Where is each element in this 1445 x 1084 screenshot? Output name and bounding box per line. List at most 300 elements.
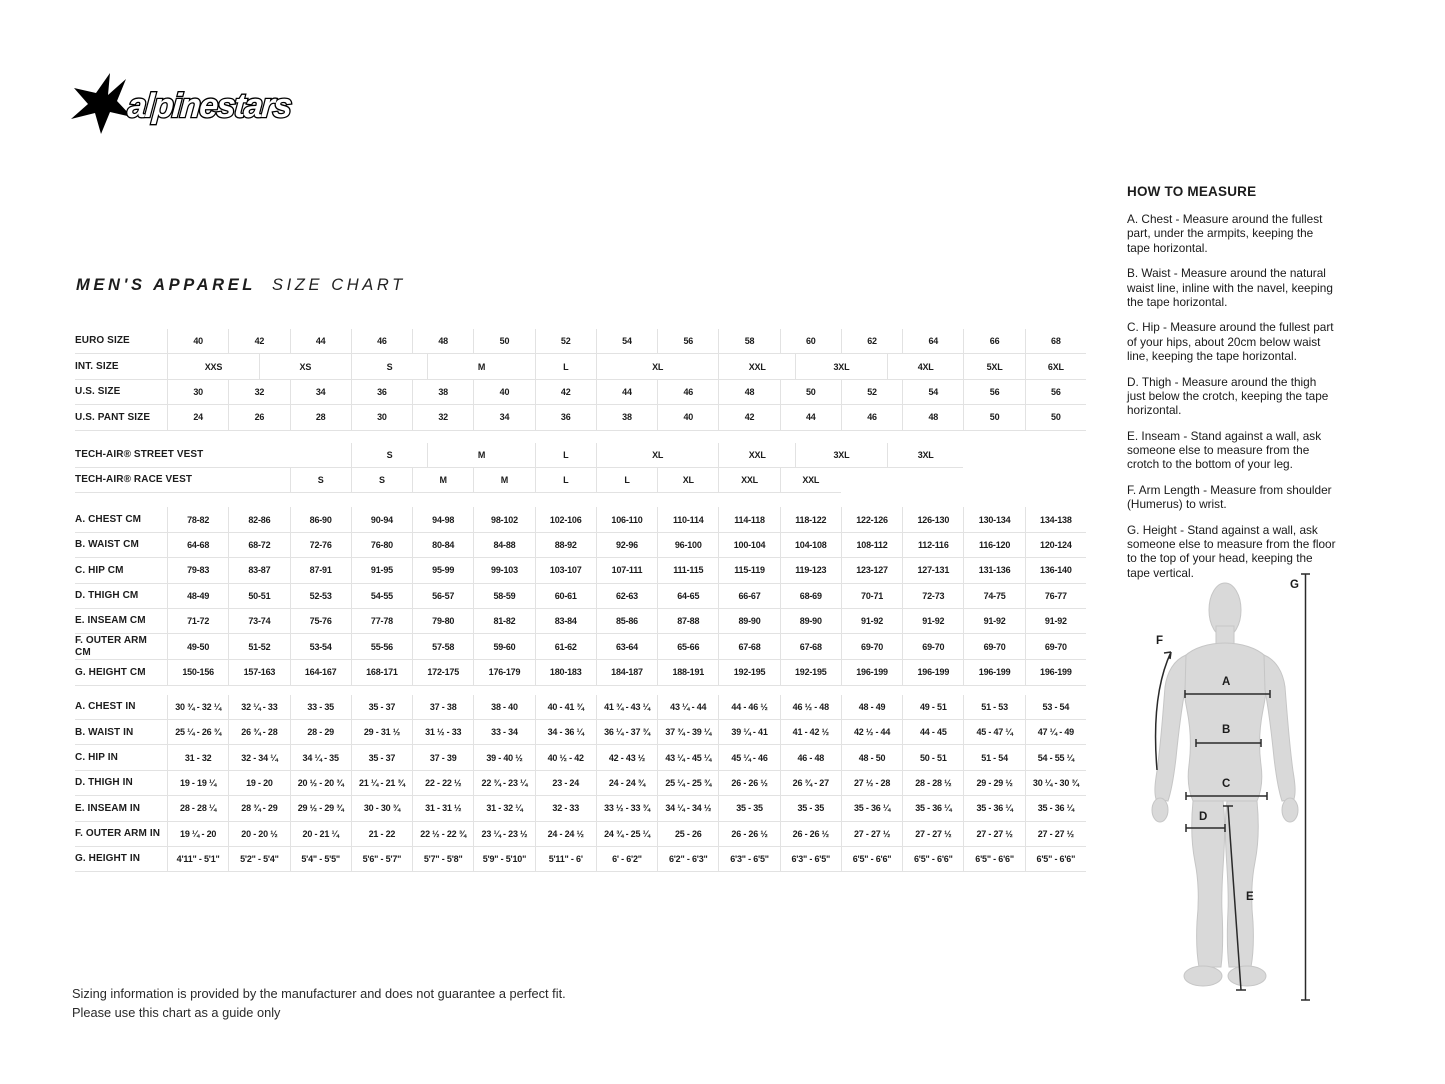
size-cell [167, 468, 290, 493]
size-cell: 3XL [795, 443, 887, 468]
table-row [75, 695, 1086, 720]
size-cell: 78-82 [167, 507, 228, 532]
size-cell: 65-66 [657, 634, 718, 660]
measure-instruction-chest: A. Chest - Measure around the fullest part, under the armpits, keeping the tape horizontal. [1127, 212, 1323, 255]
size-cell: 51-52 [228, 634, 289, 660]
size-cell: 28 ¾ - 29 [228, 796, 289, 821]
size-cell: 29 - 29 ½ [963, 771, 1024, 796]
size-cell: 56 [963, 380, 1024, 405]
label-hip: C [1222, 778, 1231, 790]
size-cell: 31 - 32 ¼ [473, 796, 534, 821]
size-cell: 66-67 [718, 584, 779, 609]
table-row [75, 609, 1086, 634]
size-cell: 83-84 [535, 609, 596, 634]
row-label: A. CHEST IN [75, 695, 167, 720]
logo-brand-text: alpinestars [126, 87, 292, 125]
size-cell: 172-175 [412, 660, 473, 685]
size-cell: 52-53 [290, 584, 351, 609]
size-cell: 6'3" - 6'5" [780, 847, 841, 872]
size-cell: 26 - 26 ½ [718, 822, 779, 847]
table-row [75, 771, 1086, 796]
size-cell: 45 ¼ - 46 [718, 745, 779, 770]
size-cell: 33 - 35 [290, 695, 351, 720]
size-cell: 116-120 [963, 533, 1024, 558]
row-label: TECH-AIR® STREET VEST [75, 443, 167, 468]
size-cell: 19 - 20 [228, 771, 289, 796]
size-cell: 35 - 37 [351, 745, 412, 770]
table-row [75, 796, 1086, 821]
size-cell: 35 - 36 ¼ [841, 796, 902, 821]
size-cell: 68-69 [780, 584, 841, 609]
size-cell: 27 - 27 ½ [841, 822, 902, 847]
size-cell: L [535, 443, 596, 468]
size-cell: 52 [535, 329, 596, 354]
size-cell: 44 [596, 380, 657, 405]
size-cell: 5'9" - 5'10" [473, 847, 534, 872]
size-cell: 100-104 [718, 533, 779, 558]
size-cell: 31 - 32 [167, 745, 228, 770]
page-title-secondary: SIZE CHART [271, 276, 406, 294]
size-cell: 85-86 [596, 609, 657, 634]
size-cell: 64-65 [657, 584, 718, 609]
size-cell: 69-70 [1025, 634, 1086, 660]
size-cell: XS [259, 354, 351, 379]
size-cell: 58 [718, 329, 779, 354]
size-cell: 33 ½ - 33 ¾ [596, 796, 657, 821]
label-thigh: D [1199, 811, 1208, 823]
size-cell: 43 ¼ - 44 [657, 695, 718, 720]
size-cell: XL [657, 468, 718, 493]
size-cell: 4XL [887, 354, 964, 379]
size-cell: 34 ¼ - 35 [290, 745, 351, 770]
size-cell: 80-84 [412, 533, 473, 558]
size-cell: 6'5" - 6'6" [902, 847, 963, 872]
size-cell: 50 [473, 329, 534, 354]
size-cell: 150-156 [167, 660, 228, 685]
size-cell: 50 [780, 380, 841, 405]
row-label: F. OUTER ARM CM [75, 634, 167, 660]
size-cell: 76-80 [351, 533, 412, 558]
disclaimer-line-1: Sizing information is provided by the manufacturer and does not guarantee a perfect fit. [72, 986, 566, 1001]
size-cell: 69-70 [841, 634, 902, 660]
size-cell: 89-90 [780, 609, 841, 634]
size-cell: 32 - 34 ¼ [228, 745, 289, 770]
size-cell: 5XL [963, 354, 1024, 379]
size-cell: 41 - 42 ½ [780, 720, 841, 745]
size-cell: 29 - 31 ½ [351, 720, 412, 745]
table-row [75, 847, 1086, 872]
size-cell: 37 - 39 [412, 745, 473, 770]
size-cell: 47 ¼ - 49 [1025, 720, 1086, 745]
size-cell: 98-102 [473, 507, 534, 532]
size-cell: 20 ½ - 20 ¾ [290, 771, 351, 796]
row-label: U.S. SIZE [75, 380, 167, 405]
size-cell: 35 - 35 [780, 796, 841, 821]
size-cell: M [412, 468, 473, 493]
size-cell: 5'4" - 5'5" [290, 847, 351, 872]
size-cell: 184-187 [596, 660, 657, 685]
measure-instruction-waist: B. Waist - Measure around the natural waist line, inline with the navel, keeping the tape horizontal. [1127, 266, 1333, 309]
size-cell: 50 [963, 405, 1024, 430]
size-cell: 50-51 [228, 584, 289, 609]
size-cell: 5'2" - 5'4" [228, 847, 289, 872]
size-cell: 53-54 [290, 634, 351, 660]
size-cell: M [427, 443, 534, 468]
size-cell: 31 ½ - 33 [412, 720, 473, 745]
size-cell: 122-126 [841, 507, 902, 532]
table-row [75, 468, 1086, 493]
size-cell: 26 ¾ - 28 [228, 720, 289, 745]
size-cell: 23 ¼ - 23 ½ [473, 822, 534, 847]
size-cell: 30 ¾ - 32 ¼ [167, 695, 228, 720]
how-to-measure-heading: HOW TO MEASURE [1127, 184, 1257, 199]
size-cell: 36 [535, 405, 596, 430]
size-cell: 131-136 [963, 558, 1024, 583]
size-cell: L [535, 354, 596, 379]
size-cell: 77-78 [351, 609, 412, 634]
size-cell: 53 - 54 [1025, 695, 1086, 720]
row-label: C. HIP CM [75, 558, 167, 583]
row-label: E. INSEAM CM [75, 609, 167, 634]
size-cell: 6' - 6'2" [596, 847, 657, 872]
size-cell: 40 [657, 405, 718, 430]
size-cell: XL [596, 443, 719, 468]
size-cell: 46 [657, 380, 718, 405]
size-cell [841, 468, 1086, 493]
size-cell: 86-90 [290, 507, 351, 532]
size-cell: 32 [412, 405, 473, 430]
size-cell: 102-106 [535, 507, 596, 532]
size-cell: 130-134 [963, 507, 1024, 532]
size-cell: 34 [290, 380, 351, 405]
size-cell: 24 - 24 ½ [535, 822, 596, 847]
size-cell: 192-195 [718, 660, 779, 685]
row-label: B. WAIST CM [75, 533, 167, 558]
row-label: D. THIGH IN [75, 771, 167, 796]
size-cell: 72-73 [902, 584, 963, 609]
size-cell: 29 ½ - 29 ¾ [290, 796, 351, 821]
size-cell: 134-138 [1025, 507, 1086, 532]
height-measure-line [1301, 574, 1310, 1000]
size-cell: 157-163 [228, 660, 289, 685]
size-cell: 91-92 [1025, 609, 1086, 634]
size-cell: 49-50 [167, 634, 228, 660]
row-label: TECH-AIR® RACE VEST [75, 468, 167, 493]
size-cell: 44 [290, 329, 351, 354]
size-cell: 6'3" - 6'5" [718, 847, 779, 872]
label-inseam: E [1246, 891, 1254, 903]
size-cell: 31 - 31 ½ [412, 796, 473, 821]
size-cell: 196-199 [963, 660, 1024, 685]
size-cell: 30 [351, 405, 412, 430]
size-cell: XXL [718, 354, 795, 379]
size-cell: 95-99 [412, 558, 473, 583]
size-cell: 81-82 [473, 609, 534, 634]
size-cell: 69-70 [963, 634, 1024, 660]
size-cell: 91-92 [963, 609, 1024, 634]
size-cell: 21 - 22 [351, 822, 412, 847]
size-cell: 62-63 [596, 584, 657, 609]
size-cell: 28 - 28 ¼ [167, 796, 228, 821]
size-cell: 56 [1025, 380, 1086, 405]
size-cell: 6XL [1025, 354, 1086, 379]
size-cell: M [427, 354, 534, 379]
page-title [76, 276, 406, 295]
size-cell: 32 ¼ - 33 [228, 695, 289, 720]
measure-instruction-hip: C. Hip - Measure around the fullest part of your hips, about 20cm below waist line, keeping the tape horizontal. [1127, 320, 1334, 364]
size-cell: 40 [473, 380, 534, 405]
size-cell: 188-191 [657, 660, 718, 685]
size-cell: 34 [473, 405, 534, 430]
size-cell: 48 - 49 [841, 695, 902, 720]
measurement-figure [1133, 560, 1425, 1032]
row-label: D. THIGH CM [75, 584, 167, 609]
size-cell: 110-114 [657, 507, 718, 532]
measure-instruction-arm: F. Arm Length - Measure from shoulder (Humerus) to wrist. [1127, 482, 1332, 512]
size-cell: 127-131 [902, 558, 963, 583]
size-cell: 36 [351, 380, 412, 405]
size-cell: 6'5" - 6'6" [1025, 847, 1086, 872]
size-cell: 28 - 29 [290, 720, 351, 745]
size-cell: 35 - 36 ¼ [1025, 796, 1086, 821]
size-cell: 35 - 36 ¼ [963, 796, 1024, 821]
label-chest: A [1222, 676, 1231, 688]
size-cell: 136-140 [1025, 558, 1086, 583]
size-cell: 119-123 [780, 558, 841, 583]
size-cell: 30 [167, 380, 228, 405]
size-cell: 5'7" - 5'8" [412, 847, 473, 872]
size-cell: 50 [1025, 405, 1086, 430]
size-cell [167, 443, 351, 468]
size-cell: 73-74 [228, 609, 289, 634]
size-cell: 39 - 40 ½ [473, 745, 534, 770]
row-label: A. CHEST CM [75, 507, 167, 532]
size-cell: 196-199 [902, 660, 963, 685]
size-cell: 25 ¼ - 25 ¾ [657, 771, 718, 796]
table-row [75, 443, 1086, 468]
size-cell: 40 ½ - 42 [535, 745, 596, 770]
size-cell: 24 [167, 405, 228, 430]
measure-instruction-thigh: D. Thigh - Measure around the thigh just below the crotch, keeping the tape horizontal. [1127, 374, 1329, 418]
size-cell: XL [596, 354, 719, 379]
size-cell: 25 ¼ - 26 ¾ [167, 720, 228, 745]
size-cell: 3XL [887, 443, 964, 468]
label-height: G [1290, 579, 1299, 591]
size-cell: 108-112 [841, 533, 902, 558]
size-cell: 25 - 26 [657, 822, 718, 847]
size-cell: 68-72 [228, 533, 289, 558]
size-cell: 68 [1025, 329, 1086, 354]
size-cell: 30 - 30 ¾ [351, 796, 412, 821]
size-cell: 30 ¼ - 30 ¾ [1025, 771, 1086, 796]
size-cell: 64 [902, 329, 963, 354]
size-cell: 54 [902, 380, 963, 405]
size-cell: XXL [718, 443, 795, 468]
table-section-inches [75, 695, 1086, 873]
size-cell: 42 [228, 329, 289, 354]
row-label: G. HEIGHT IN [75, 847, 167, 872]
size-cell: 126-130 [902, 507, 963, 532]
table-section-cm [75, 507, 1086, 685]
size-cell: 42 - 43 ½ [596, 745, 657, 770]
size-cell: 196-199 [841, 660, 902, 685]
size-cell: 20 - 21 ¼ [290, 822, 351, 847]
size-cell: 28 [290, 405, 351, 430]
size-cell: 55-56 [351, 634, 412, 660]
size-cell: 87-91 [290, 558, 351, 583]
size-cell: 43 ¼ - 45 ¼ [657, 745, 718, 770]
size-cell: 82-86 [228, 507, 289, 532]
size-cell: 91-92 [841, 609, 902, 634]
size-cell: S [351, 468, 412, 493]
size-cell: M [473, 468, 534, 493]
size-cell: 67-68 [780, 634, 841, 660]
size-cell: 115-119 [718, 558, 779, 583]
size-cell: 22 - 22 ½ [412, 771, 473, 796]
measure-instruction-inseam: E. Inseam - Stand against a wall, ask someone else to measure from the crotch to the bottom of your leg. [1127, 428, 1322, 472]
size-cell: 46 - 48 [780, 745, 841, 770]
size-cell: 58-59 [473, 584, 534, 609]
size-cell: 99-103 [473, 558, 534, 583]
size-cell: 3XL [795, 354, 887, 379]
logo-star-icon [71, 73, 132, 134]
size-cell: 90-94 [351, 507, 412, 532]
size-cell: 27 - 27 ½ [902, 822, 963, 847]
row-label: B. WAIST IN [75, 720, 167, 745]
size-cell: 94-98 [412, 507, 473, 532]
size-cell: 36 ¼ - 37 ¾ [596, 720, 657, 745]
size-cell: 48-49 [167, 584, 228, 609]
size-table [75, 329, 1086, 872]
size-cell: 21 ¼ - 21 ¾ [351, 771, 412, 796]
size-cell: 118-122 [780, 507, 841, 532]
size-cell: 104-108 [780, 533, 841, 558]
size-cell: 96-100 [657, 533, 718, 558]
size-cell: 79-83 [167, 558, 228, 583]
size-cell: 42 [535, 380, 596, 405]
size-cell: 60-61 [535, 584, 596, 609]
table-row [75, 660, 1086, 685]
size-cell: 67-68 [718, 634, 779, 660]
size-cell: 28 - 28 ½ [902, 771, 963, 796]
table-row [75, 405, 1086, 430]
size-cell: 48 - 50 [841, 745, 902, 770]
size-cell: 59-60 [473, 634, 534, 660]
size-cell: 44 - 45 [902, 720, 963, 745]
size-cell: 64-68 [167, 533, 228, 558]
size-cell: 24 - 24 ¾ [596, 771, 657, 796]
size-cell: 6'5" - 6'6" [841, 847, 902, 872]
table-row [75, 354, 1086, 379]
row-label: E. INSEAM IN [75, 796, 167, 821]
size-cell: S [351, 354, 428, 379]
size-cell: 5'6" - 5'7" [351, 847, 412, 872]
size-cell: 66 [963, 329, 1024, 354]
size-cell: 42 [718, 405, 779, 430]
size-cell: 34 - 36 ¼ [535, 720, 596, 745]
size-cell: 27 ½ - 28 [841, 771, 902, 796]
size-cell: 46 [841, 405, 902, 430]
size-cell: 6'2" - 6'3" [657, 847, 718, 872]
size-cell: 20 - 20 ½ [228, 822, 289, 847]
size-cell: 34 ¼ - 34 ½ [657, 796, 718, 821]
size-cell: 26 - 26 ½ [718, 771, 779, 796]
size-cell: 45 - 47 ¼ [963, 720, 1024, 745]
size-cell [963, 443, 1086, 468]
size-cell: 33 - 34 [473, 720, 534, 745]
size-cell: 51 - 54 [963, 745, 1024, 770]
size-cell: 88-92 [535, 533, 596, 558]
size-cell: 79-80 [412, 609, 473, 634]
size-cell: 107-111 [596, 558, 657, 583]
size-cell: 112-116 [902, 533, 963, 558]
size-cell: 92-96 [596, 533, 657, 558]
how-to-measure-panel [1127, 184, 1337, 591]
size-cell: 52 [841, 380, 902, 405]
size-cell: 6'5" - 6'6" [963, 847, 1024, 872]
size-cell: 37 ¾ - 39 ¼ [657, 720, 718, 745]
size-cell: S [290, 468, 351, 493]
size-cell: 103-107 [535, 558, 596, 583]
size-cell: XXL [780, 468, 841, 493]
table-row [75, 380, 1086, 405]
size-cell: 38 - 40 [473, 695, 534, 720]
size-cell: 111-115 [657, 558, 718, 583]
row-label: G. HEIGHT CM [75, 660, 167, 685]
size-cell: 40 [167, 329, 228, 354]
size-cell: 54 - 55 ¼ [1025, 745, 1086, 770]
size-cell: 39 ¼ - 41 [718, 720, 779, 745]
size-cell: 48 [718, 380, 779, 405]
size-cell: 72-76 [290, 533, 351, 558]
size-cell: 87-88 [657, 609, 718, 634]
size-cell: 23 - 24 [535, 771, 596, 796]
size-cell: 35 - 37 [351, 695, 412, 720]
label-arm: F [1156, 635, 1164, 647]
size-cell: 54-55 [351, 584, 412, 609]
size-cell: 69-70 [902, 634, 963, 660]
size-cell: 114-118 [718, 507, 779, 532]
table-row [75, 558, 1086, 583]
size-cell: 50 - 51 [902, 745, 963, 770]
size-cell: 61-62 [535, 634, 596, 660]
size-cell: 60 [780, 329, 841, 354]
size-cell: L [596, 468, 657, 493]
alpinestars-logo-graphic [70, 72, 325, 136]
row-label: C. HIP IN [75, 745, 167, 770]
size-cell: 91-95 [351, 558, 412, 583]
size-cell: 19 ¼ - 20 [167, 822, 228, 847]
size-cell: 32 - 33 [535, 796, 596, 821]
size-cell: 5'11" - 6' [535, 847, 596, 872]
size-cell: 26 [228, 405, 289, 430]
table-row [75, 584, 1086, 609]
size-cell: 49 - 51 [902, 695, 963, 720]
disclaimer [72, 985, 566, 1022]
size-cell: L [535, 468, 596, 493]
size-cell: 89-90 [718, 609, 779, 634]
table-section-sizes [75, 329, 1086, 431]
table-row [75, 507, 1086, 532]
size-cell: 76-77 [1025, 584, 1086, 609]
size-cell: 38 [412, 380, 473, 405]
size-cell: 46 ½ - 48 [780, 695, 841, 720]
size-cell: 37 - 38 [412, 695, 473, 720]
size-cell: 91-92 [902, 609, 963, 634]
size-cell: 63-64 [596, 634, 657, 660]
table-row [75, 822, 1086, 847]
size-cell: 168-171 [351, 660, 412, 685]
